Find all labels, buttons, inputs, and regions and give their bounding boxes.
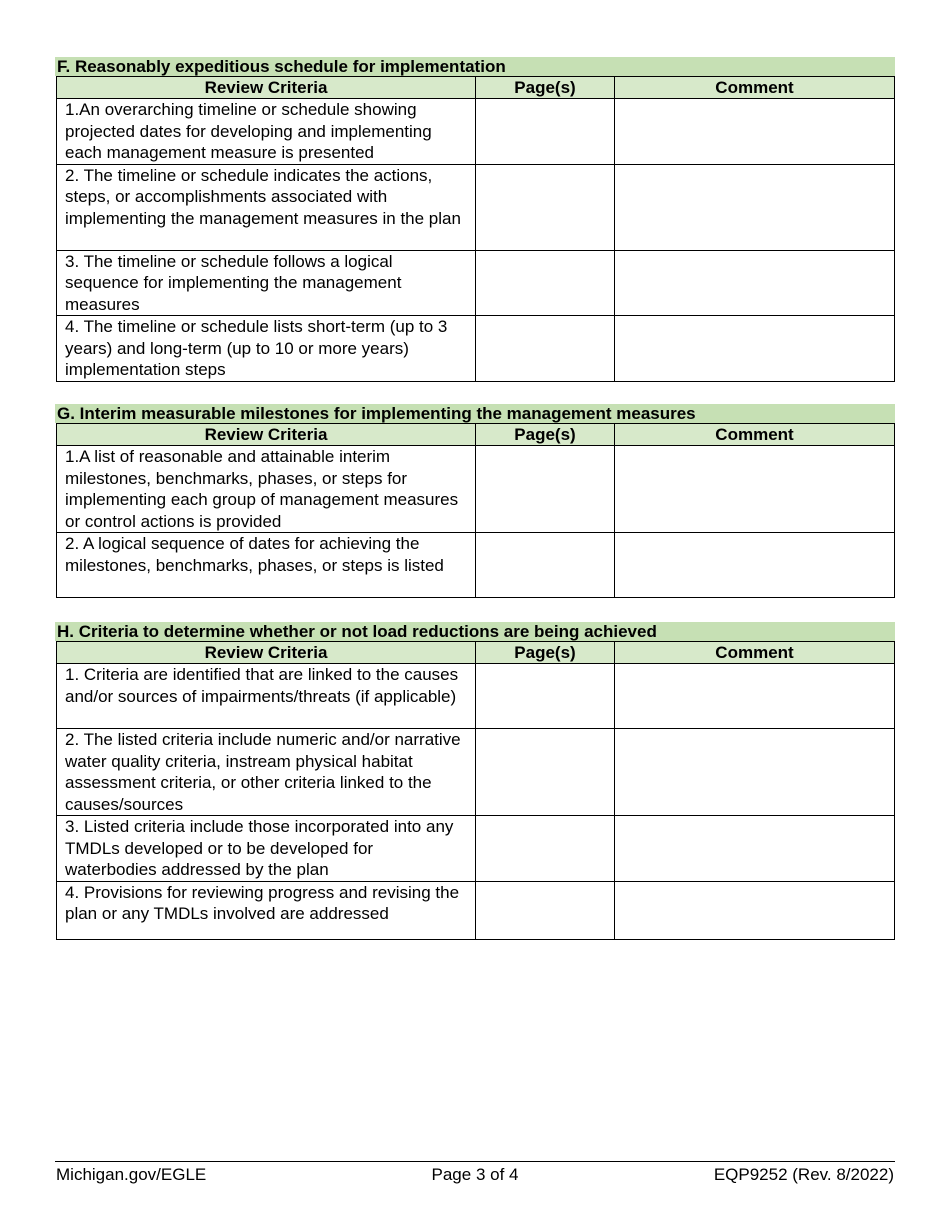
section-h	[55, 622, 895, 940]
table-row	[57, 729, 895, 816]
criteria-cell: 4. The timeline or schedule lists short-term (up to 3 years) and long-term (up to 10 or more years) implementation steps	[57, 316, 476, 382]
comment-cell[interactable]	[615, 99, 895, 165]
table-row	[57, 816, 895, 882]
comment-cell[interactable]	[615, 729, 895, 816]
criteria-cell: 1. Criteria are identified that are linked to the causes and/or sources of impairments/threats (if applicable)	[57, 664, 476, 729]
header-comment: Comment	[615, 77, 895, 99]
pages-cell[interactable]	[476, 664, 615, 729]
criteria-cell: 2. The listed criteria include numeric and/or narrative water quality criteria, instream physical habitat assessment criteria, or other criteria linked to the causes/sources	[57, 729, 476, 816]
comment-cell[interactable]	[615, 316, 895, 382]
table-header-row	[57, 424, 895, 446]
criteria-cell: 2. A logical sequence of dates for achieving the milestones, benchmarks, phases, or steps is listed	[57, 533, 476, 598]
table-row	[57, 446, 895, 533]
header-comment: Comment	[615, 424, 895, 446]
criteria-cell: 1.A list of reasonable and attainable interim milestones, benchmarks, phases, or steps for implementing each group of management measures or control actions is provided	[57, 446, 476, 533]
comment-cell[interactable]	[615, 164, 895, 250]
criteria-cell: 3. Listed criteria include those incorporated into any TMDLs developed or to be developed for waterbodies addressed by the plan	[57, 816, 476, 882]
comment-cell[interactable]	[615, 816, 895, 882]
comment-cell[interactable]	[615, 664, 895, 729]
pages-cell[interactable]	[476, 816, 615, 882]
section-h-table	[56, 641, 895, 940]
header-pages: Page(s)	[476, 77, 615, 99]
comment-cell[interactable]	[615, 881, 895, 939]
pages-cell[interactable]	[476, 446, 615, 533]
table-header-row	[57, 642, 895, 664]
pages-cell[interactable]	[476, 250, 615, 316]
header-review-criteria: Review Criteria	[57, 424, 476, 446]
section-g	[55, 404, 895, 598]
comment-cell[interactable]	[615, 533, 895, 598]
pages-cell[interactable]	[476, 316, 615, 382]
comment-cell[interactable]	[615, 250, 895, 316]
header-pages: Page(s)	[476, 642, 615, 664]
table-row	[57, 99, 895, 165]
pages-cell[interactable]	[476, 881, 615, 939]
table-row	[57, 664, 895, 729]
table-row	[57, 881, 895, 939]
page-footer	[55, 1161, 895, 1188]
table-row	[57, 164, 895, 250]
criteria-cell: 2. The timeline or schedule indicates the actions, steps, or accomplishments associated with implementing the management measures in the plan	[57, 164, 476, 250]
pages-cell[interactable]	[476, 729, 615, 816]
pages-cell[interactable]	[476, 533, 615, 598]
pages-cell[interactable]	[476, 164, 615, 250]
table-row	[57, 250, 895, 316]
header-pages: Page(s)	[476, 424, 615, 446]
section-h-title: H. Criteria to determine whether or not load reductions are being achieved	[55, 622, 895, 641]
header-comment: Comment	[615, 642, 895, 664]
footer-form-id: EQP9252 (Rev. 8/2022)	[713, 1165, 894, 1184]
table-row	[57, 533, 895, 598]
criteria-cell: 4. Provisions for reviewing progress and revising the plan or any TMDLs involved are addressed	[57, 881, 476, 939]
footer-page-number: Page 3 of 4	[431, 1165, 519, 1184]
criteria-cell: 3. The timeline or schedule follows a logical sequence for implementing the management measures	[57, 250, 476, 316]
criteria-cell: 1.An overarching timeline or schedule showing projected dates for developing and implementing each management measure is presented	[57, 99, 476, 165]
table-header-row	[57, 77, 895, 99]
header-review-criteria: Review Criteria	[57, 77, 476, 99]
table-row	[57, 316, 895, 382]
section-g-table	[56, 423, 895, 598]
section-f	[55, 57, 895, 382]
comment-cell[interactable]	[615, 446, 895, 533]
footer-website: Michigan.gov/EGLE	[56, 1165, 207, 1184]
section-f-table	[56, 76, 895, 382]
pages-cell[interactable]	[476, 99, 615, 165]
section-g-title: G. Interim measurable milestones for implementing the management measures	[55, 404, 895, 423]
section-f-title: F. Reasonably expeditious schedule for implementation	[55, 57, 895, 76]
header-review-criteria: Review Criteria	[57, 642, 476, 664]
